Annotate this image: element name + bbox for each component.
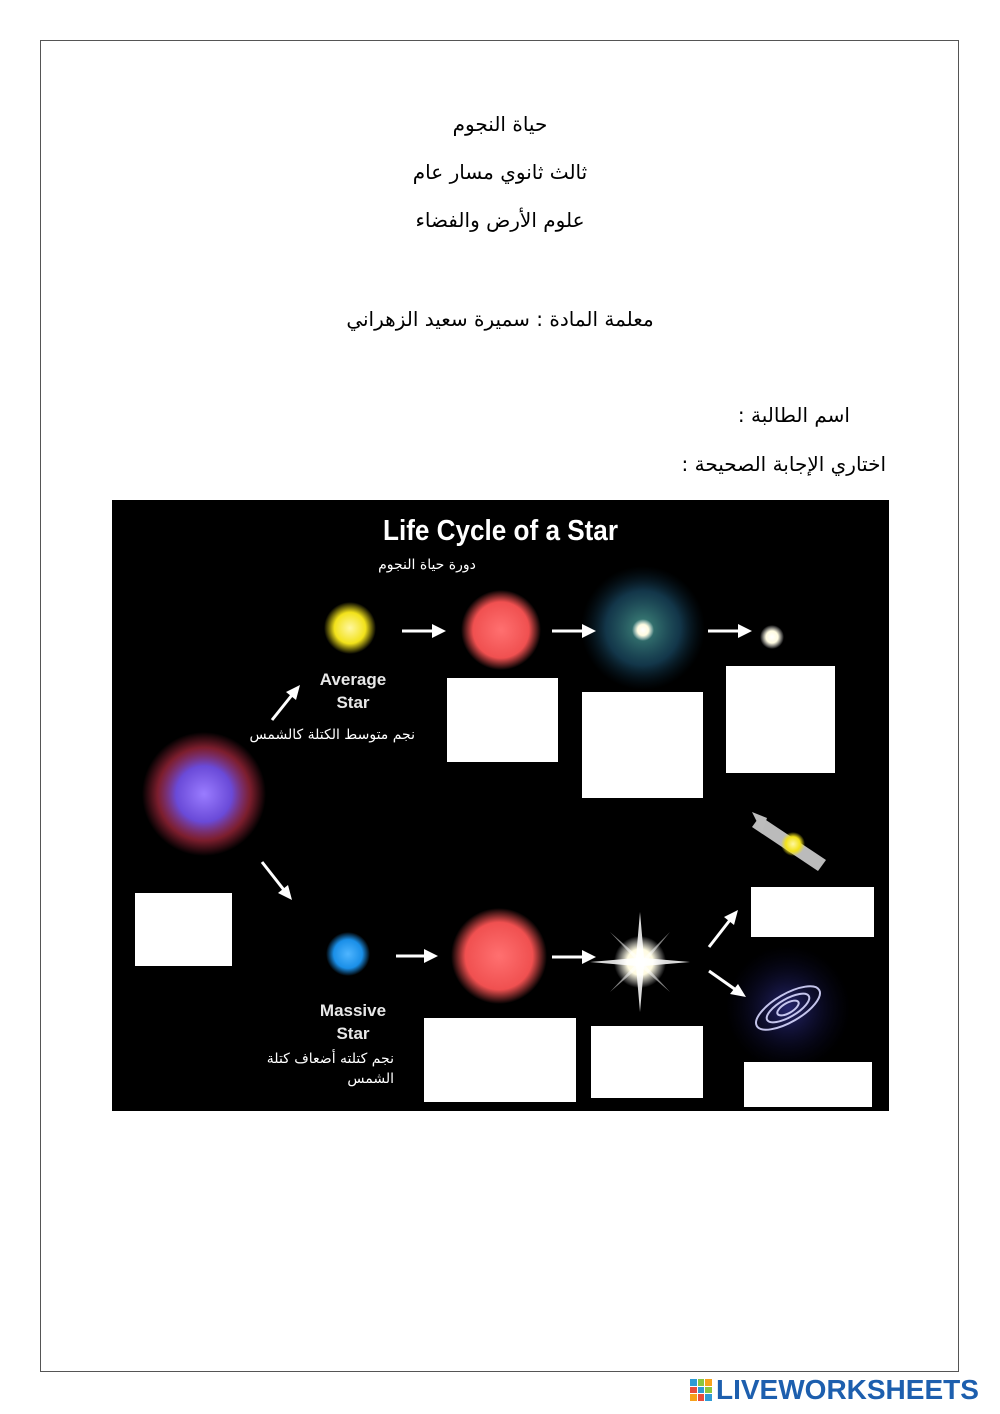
red-supergiant-icon xyxy=(451,908,547,1004)
average-star-icon xyxy=(324,602,376,654)
answer-box-black-hole[interactable] xyxy=(744,1062,872,1107)
average-star-label-line2: Star xyxy=(336,693,370,712)
logo-grid-icon xyxy=(690,1379,712,1401)
arrow xyxy=(709,971,736,990)
massive-star-arabic-line2: الشمس xyxy=(347,1071,394,1087)
star-life-cycle-diagram xyxy=(112,500,889,1111)
nebula-icon xyxy=(142,732,266,856)
answer-box-nebula[interactable] xyxy=(135,893,232,966)
instruction-text: اختاري الإجابة الصحيحة : xyxy=(681,452,886,476)
answer-box-planetary-nebula[interactable] xyxy=(582,692,703,798)
answer-box-neutron-star[interactable] xyxy=(751,887,874,937)
answer-box-supernova[interactable] xyxy=(591,1026,703,1098)
black-hole-icon xyxy=(726,946,850,1070)
average-star-arabic-label: نجم متوسط الكتلة كالشمس xyxy=(249,727,415,743)
liveworksheets-logo xyxy=(690,1374,979,1406)
supernova-icon xyxy=(590,912,690,1012)
arrow-head xyxy=(738,624,752,638)
planetary-nebula-core xyxy=(632,619,654,641)
red-giant-icon xyxy=(461,590,541,670)
worksheet-title: حياة النجوم xyxy=(452,112,548,136)
arrow-head xyxy=(432,624,446,638)
arrow xyxy=(262,862,284,890)
arrow xyxy=(709,920,730,947)
massive-star-icon xyxy=(326,932,370,976)
massive-star-label-line2: Star xyxy=(336,1024,370,1043)
student-name-label: اسم الطالبة : xyxy=(737,403,850,427)
diagram-title: Life Cycle of a Star xyxy=(383,515,618,547)
answer-box-red-supergiant[interactable] xyxy=(424,1018,576,1102)
arrow-head xyxy=(424,949,438,963)
diagram-subtitle: دورة حياة النجوم xyxy=(378,557,476,573)
massive-star-label-line1: Massive xyxy=(319,1001,387,1020)
average-star-label xyxy=(308,668,398,714)
white-dwarf-icon xyxy=(760,625,784,649)
massive-star-label xyxy=(308,999,398,1045)
neutron-star-icon xyxy=(752,812,826,871)
arrow xyxy=(272,695,292,720)
grade-line: ثالث ثانوي مسار عام xyxy=(412,160,588,184)
massive-star-arabic-label xyxy=(262,1049,394,1089)
subject-line: علوم الأرض والفضاء xyxy=(415,208,585,232)
average-star-label-line1: Average xyxy=(319,670,387,689)
liveworksheets-brand: LIVEWORKSHEETS xyxy=(716,1374,979,1405)
answer-box-red-giant[interactable] xyxy=(447,678,558,762)
answer-box-white-dwarf[interactable] xyxy=(726,666,835,773)
massive-star-arabic-line1: نجم كتلته أضعاف كتلة xyxy=(266,1051,394,1067)
teacher-line: معلمة المادة : سميرة سعيد الزهراني xyxy=(346,307,654,331)
